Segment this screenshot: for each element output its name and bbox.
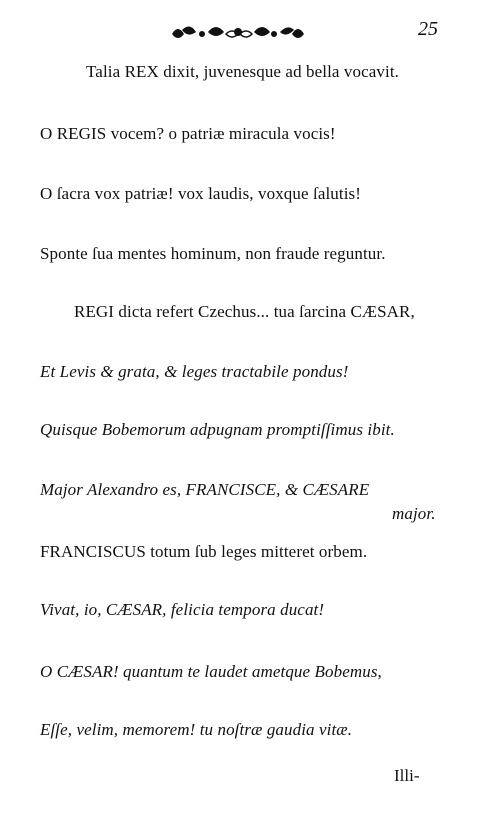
verse-line-9: FRANCISCUS totum ſub leges mitteret orbem.	[40, 542, 368, 561]
verse-line-8: Major Alexandro es, FRANCISCE, & CÆSARE	[40, 480, 370, 499]
verse-line-7: Quisque Bobemorum adpugnam promptiſſimus ibit.	[40, 420, 395, 439]
verse-line-6: Et Levis & grata, & leges tractabile pondus!	[40, 362, 349, 381]
verse-line-2: O REGIS vocem? o patriæ miracula vocis!	[40, 124, 336, 143]
verse-line-4: Sponte ſua mentes hominum, non fraude reguntur.	[40, 244, 386, 263]
catchword: Illi-	[394, 766, 420, 785]
verse-line-12: Eſſe, velim, memorem! tu noſtræ gaudia vitæ.	[40, 720, 353, 739]
verse-line-8-continuation: major.	[392, 504, 436, 523]
page-number: 25	[418, 18, 438, 40]
verse-line-3: O ſacra vox patriæ! vox laudis, voxque ſalutis!	[40, 184, 362, 203]
verse-line-1: Talia REX dixit, juvenesque ad bella vocavit.	[86, 62, 399, 81]
verse-line-5: REGI dicta refert Czechus... tua ſarcina CÆSAR,	[74, 302, 415, 321]
verse-line-11: O CÆSAR! quantum te laudet ametque Bobemus,	[40, 662, 382, 681]
floral-ornament-icon	[168, 20, 308, 44]
verse-line-10: Vivat, io, CÆSAR, felicia tempora ducat!	[40, 600, 325, 619]
